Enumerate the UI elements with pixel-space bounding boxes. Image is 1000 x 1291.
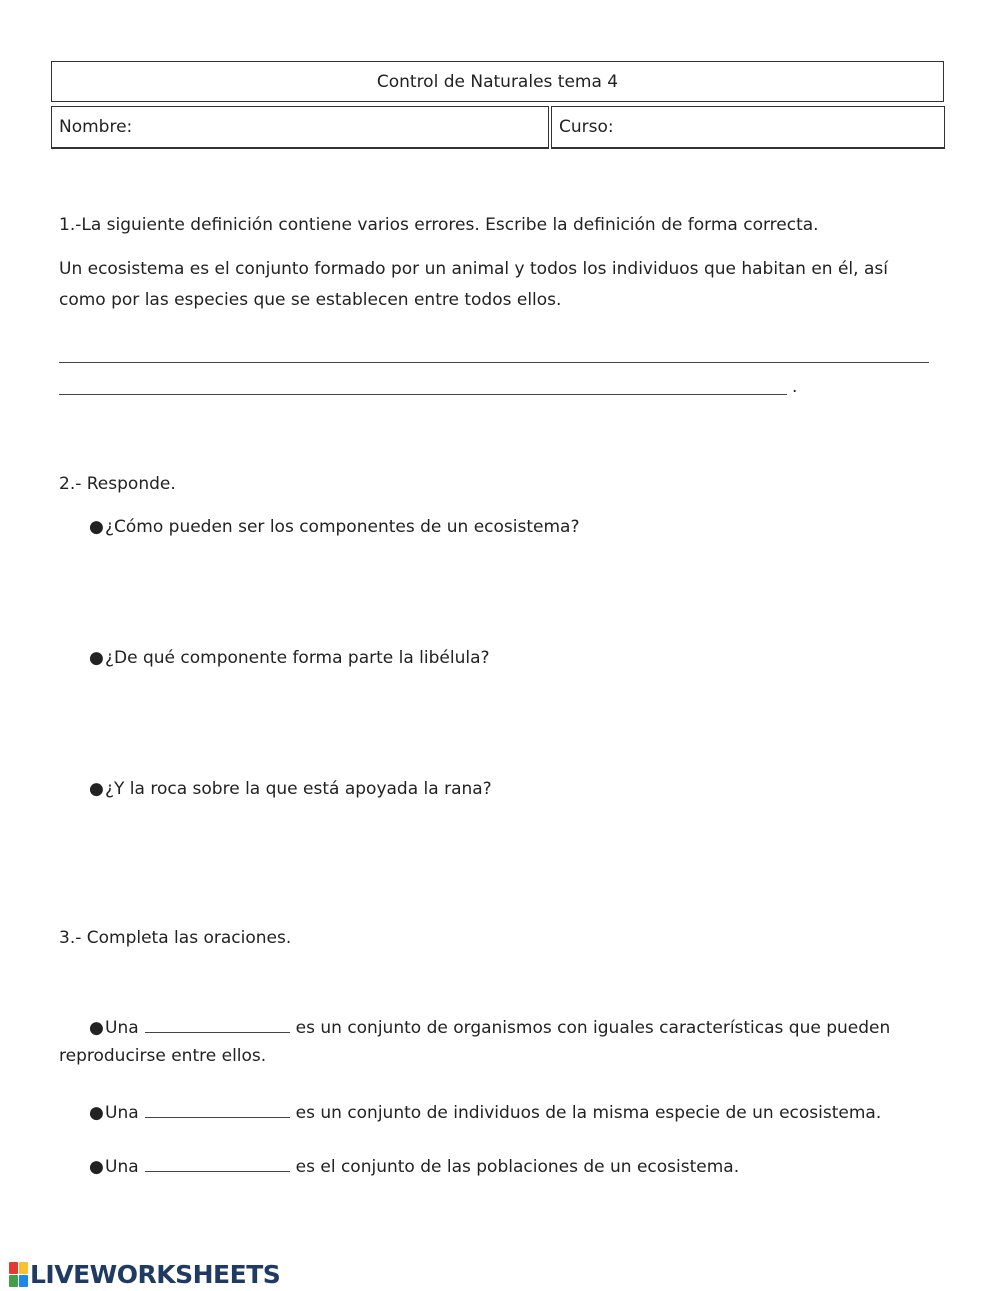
logo-mark-icon (9, 1262, 28, 1287)
curso-label: Curso: (559, 117, 614, 137)
question-2-item-text: ¿Y la roca sobre la que está apoyada la rana? (105, 779, 492, 799)
bullet-icon: ● (89, 517, 104, 537)
logo-square (19, 1275, 28, 1287)
sentence-rest: es un conjunto de organismos con iguales características que pueden (295, 1018, 891, 1038)
nombre-label: Nombre: (59, 117, 133, 137)
logo-square (9, 1262, 18, 1274)
question-2-item (89, 517, 579, 537)
definition-line-1: Un ecosistema es el conjunto formado por un animal y todos los individuos que habitan en él, así (59, 259, 888, 279)
sentence-continuation: reproducirse entre ellos. (59, 1046, 267, 1066)
question-3-item (89, 1154, 739, 1177)
fill-blank[interactable] (145, 1100, 290, 1118)
question-1-prompt: 1.-La siguiente definición contiene varios errores. Escribe la definición de forma correcta. (59, 215, 819, 235)
bullet-icon: ● (89, 1103, 104, 1123)
logo-square (19, 1262, 28, 1274)
nombre-field[interactable] (51, 106, 549, 149)
question-3-item (89, 1015, 890, 1038)
answer-line-1[interactable] (59, 362, 929, 363)
question-2-item-text: ¿Cómo pueden ser los componentes de un ecosistema? (105, 517, 580, 537)
logo-text: LIVEWORKSHEETS (30, 1259, 281, 1289)
sentence-rest: es el conjunto de las poblaciones de un ecosistema. (295, 1157, 740, 1177)
liveworksheets-logo (9, 1259, 280, 1289)
question-1-definition (59, 254, 939, 316)
answer-line-2[interactable] (59, 394, 787, 395)
sentence-lead: Una (105, 1157, 139, 1177)
sentence-lead: Una (105, 1018, 139, 1038)
question-2-item (89, 779, 492, 799)
curso-field[interactable] (551, 106, 945, 149)
worksheet-title (51, 61, 944, 102)
worksheet-title-text: Control de Naturales tema 4 (376, 71, 619, 92)
definition-line-2: como por las especies que se establecen entre todos ellos. (59, 290, 562, 310)
logo-square (9, 1275, 18, 1287)
sentence-lead: Una (105, 1103, 139, 1123)
answer-period: . (792, 377, 798, 397)
question-2-prompt: 2.- Responde. (59, 474, 176, 494)
question-2-item-text: ¿De qué componente forma parte la libélula? (105, 648, 490, 668)
bullet-icon: ● (89, 1157, 104, 1177)
bullet-icon: ● (89, 779, 104, 799)
fill-blank[interactable] (145, 1015, 290, 1033)
bullet-icon: ● (89, 648, 104, 668)
sentence-rest: es un conjunto de individuos de la misma especie de un ecosistema. (295, 1103, 882, 1123)
question-3-prompt: 3.- Completa las oraciones. (59, 928, 292, 948)
question-3-item (89, 1100, 881, 1123)
bullet-icon: ● (89, 1018, 104, 1038)
question-2-item (89, 648, 490, 668)
fill-blank[interactable] (145, 1154, 290, 1172)
